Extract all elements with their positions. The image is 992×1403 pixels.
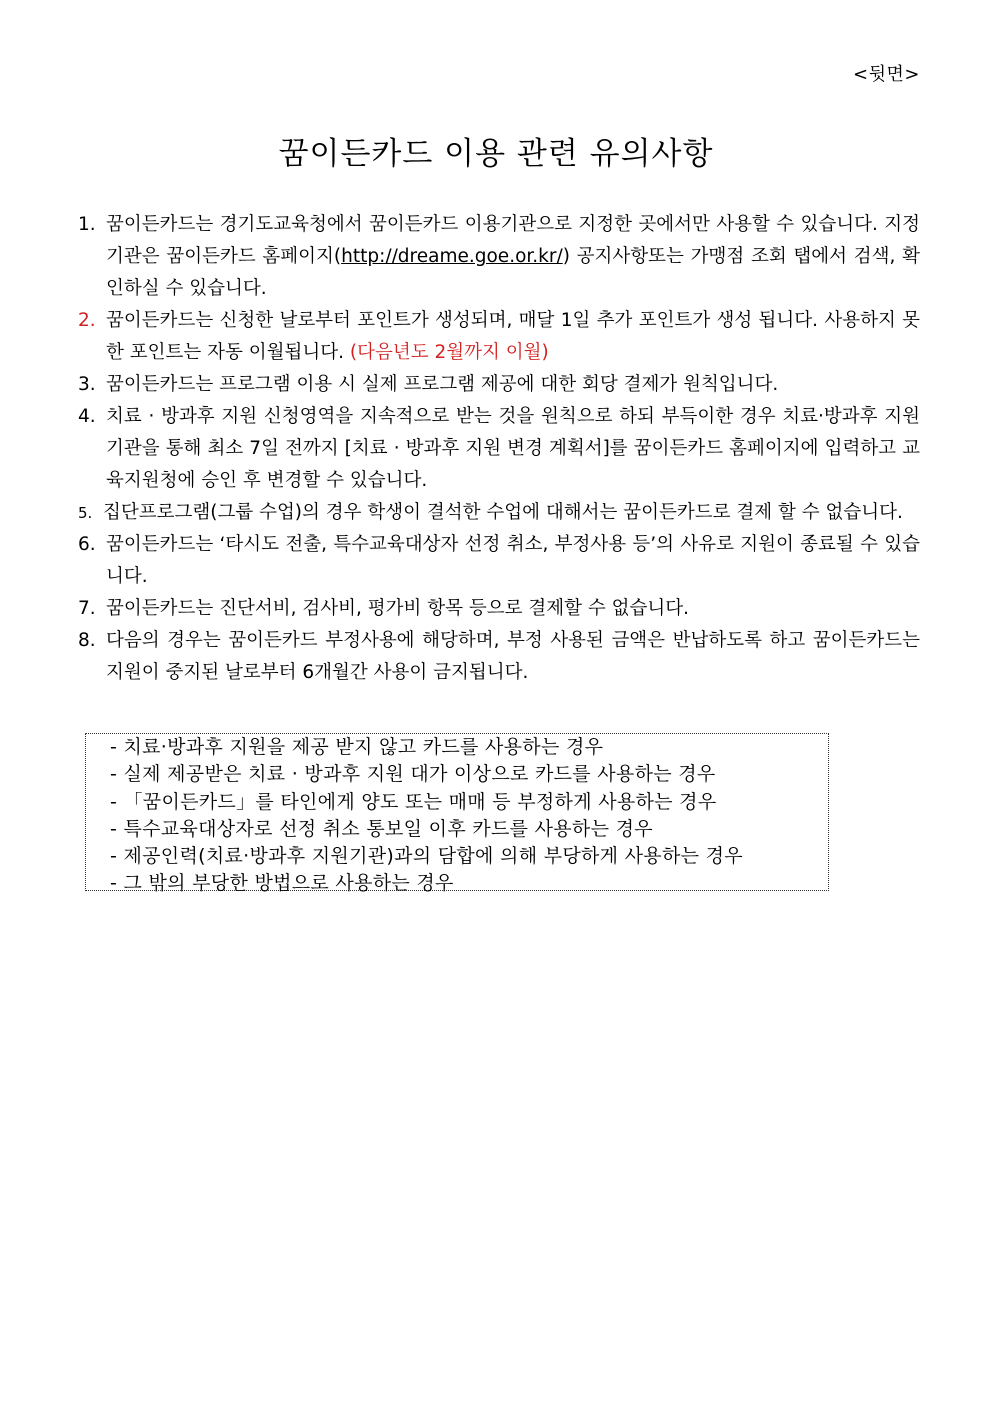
violation-item: - 치료·방과후 지원을 제공 받지 않고 카드를 사용하는 경우 <box>110 736 604 758</box>
violation-item: - 특수교육대상자로 선정 취소 통보일 이후 카드를 사용하는 경우 <box>110 817 653 840</box>
item-number: 1. <box>78 214 96 235</box>
item-text-part: ) 공지사항또는 가맹점 조회 탭에서 검색, 확인하실 수 있습니다. <box>106 246 920 299</box>
notice-list <box>78 209 920 689</box>
violation-item: - 제공인력(치료·방과후 지원기관)과의 담합에 의해 부당하게 사용하는 경우 <box>110 845 743 868</box>
notice-item-6 <box>78 529 920 593</box>
item-text: 집단프로그램(그룹 수업)의 경우 학생이 결석한 수업에 대해서는 꿈이든카드로 결제 할 수 없습니다. <box>103 502 903 523</box>
violation-list <box>110 734 828 898</box>
notice-item-3 <box>78 369 920 401</box>
violation-item: - 실제 제공받은 치료 · 방과후 지원 대가 이상으로 카드를 사용하는 경우 <box>110 763 716 786</box>
notice-item-7 <box>78 593 920 625</box>
item-number: 3. <box>78 374 96 395</box>
item-number: 4. <box>78 406 96 427</box>
carryover-note: (다음년도 2월까지 이월) <box>349 342 549 363</box>
notice-item-8 <box>78 625 920 689</box>
page-side-label: <뒷면> <box>853 64 920 85</box>
item-text: 꿈이든카드는 진단서비, 검사비, 평가비 항목 등으로 결제할 수 없습니다. <box>106 598 689 619</box>
item-number: 5. <box>78 504 93 522</box>
notice-item-5 <box>78 497 920 529</box>
item-text-part: 꿈이든카드는 신청한 날로부터 포인트가 생성되며, 매달 1일 추가 포인트가 생성 됩니다. 사용하지 못한 포인트는 자동 이월됩니다. <box>106 310 920 363</box>
violation-item: - 「꿈이든카드」를 타인에게 양도 또는 매매 등 부정하게 사용하는 경우 <box>110 790 717 813</box>
notice-item-2 <box>78 305 920 369</box>
item-number: 6. <box>78 534 96 555</box>
homepage-link[interactable]: http://dreame.goe.or.kr/ <box>341 246 563 267</box>
item-text: 꿈이든카드는 프로그램 이용 시 실제 프로그램 제공에 대한 회당 결제가 원칙입니다. <box>106 374 779 395</box>
notice-item-4 <box>78 401 920 497</box>
item-text <box>106 305 920 369</box>
item-text: 꿈이든카드는 ‘타시도 전출, 특수교육대상자 선정 취소, 부정사용 등’의 사유로 지원이 종료될 수 있습니다. <box>106 534 920 587</box>
item-text <box>106 209 920 305</box>
item-number: 8. <box>78 630 96 651</box>
notice-item-1 <box>78 209 920 305</box>
item-number: 2. <box>78 310 96 331</box>
document-title: 꿈이든카드 이용 관련 유의사항 <box>278 136 714 172</box>
item-text-part: 꿈이든카드는 경기도교육청에서 꿈이든카드 이용기관으로 지정한 곳에서만 사용할 수 있습니다. 지정기관은 꿈이든카드 홈페이지( <box>106 214 920 267</box>
item-number: 7. <box>78 598 96 619</box>
item-text: 다음의 경우는 꿈이든카드 부정사용에 해당하며, 부정 사용된 금액은 반납하도록 하고 꿈이든카드는 지원이 중지된 날로부터 6개월간 사용이 금지됩니다. <box>106 630 920 683</box>
violation-cases-box <box>85 733 829 895</box>
item-text: 치료 · 방과후 지원 신청영역을 지속적으로 받는 것을 원칙으로 하되 부득이한 경우 치료·방과후 지원기관을 통해 최소 7일 전까지 [치료 · 방과후 지원 변경 계획서]를 꿈이든카드 홈페이지에 입력하고 교육지원청에 승인 후 변경할 수 있습니다. <box>106 406 920 491</box>
violation-item: - 그 밖의 부당한 방법으로 사용하는 경우 <box>110 872 454 895</box>
